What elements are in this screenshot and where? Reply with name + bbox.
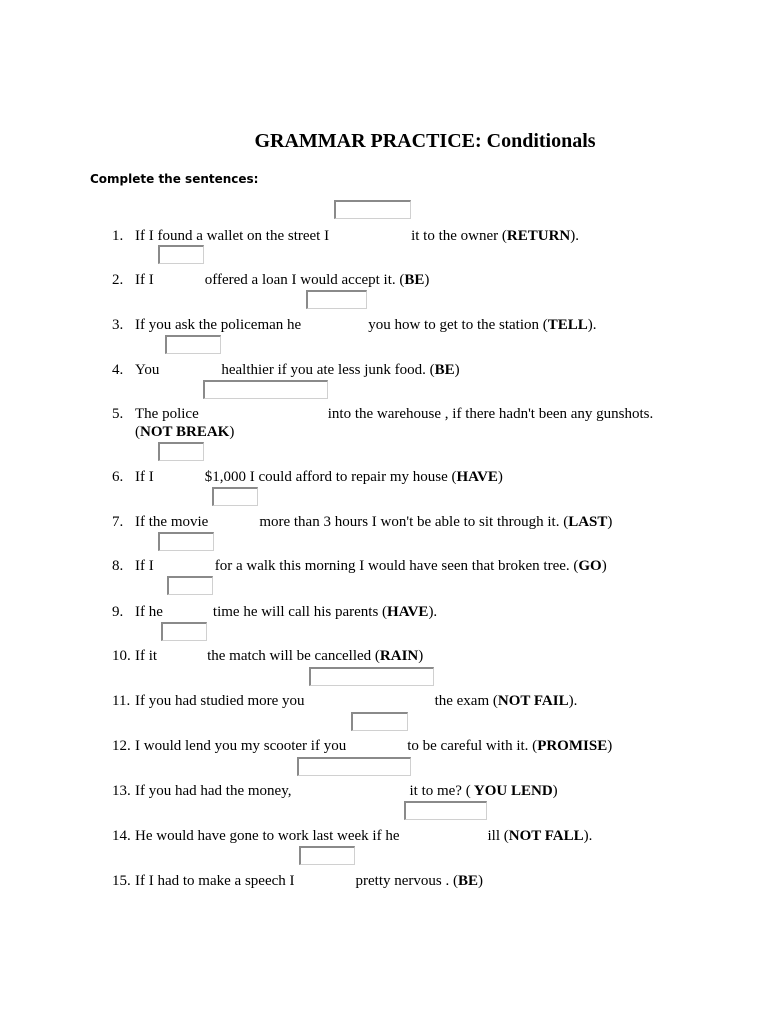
instructions: Complete the sentences:	[90, 172, 259, 186]
question-14: 14. He would have gone to work last week if he ill (NOT FALL).	[112, 828, 593, 844]
answer-input-5[interactable]	[203, 380, 328, 399]
question-12: 12. I would lend you my scooter if you to be careful with it. (PROMISE)	[112, 738, 613, 754]
answer-input-11[interactable]	[309, 667, 434, 686]
answer-input-9[interactable]	[167, 576, 213, 595]
answer-input-10[interactable]	[161, 622, 207, 641]
answer-input-13[interactable]	[297, 757, 411, 776]
question-2: 2. If I offered a loan I would accept it. (BE)	[112, 272, 430, 288]
answer-input-4[interactable]	[165, 335, 221, 354]
question-9: 9. If he time he will call his parents (HAVE).	[112, 604, 438, 620]
question-10: 10. If it the match will be cancelled (RAIN)	[112, 648, 424, 664]
answer-input-15[interactable]	[299, 846, 355, 865]
question-13: 13. If you had had the money, it to me? ( YOU LEND)	[112, 783, 558, 799]
question-1: 1. If I found a wallet on the street I it to the owner (RETURN).	[112, 228, 579, 244]
question-6: 6. If I $1,000 I could afford to repair my house (HAVE)	[112, 469, 503, 485]
answer-input-1[interactable]	[334, 200, 411, 219]
question-11: 11. If you had studied more you the exam (NOT FAIL).	[112, 693, 578, 709]
question-5-continued: (NOT BREAK)	[135, 424, 235, 440]
question-8: 8. If I for a walk this morning I would have seen that broken tree. (GO)	[112, 558, 607, 574]
answer-input-2[interactable]	[158, 245, 204, 264]
answer-input-6[interactable]	[158, 442, 204, 461]
answer-input-14[interactable]	[404, 801, 487, 820]
answer-input-7[interactable]	[212, 487, 258, 506]
question-7: 7. If the movie more than 3 hours I won't be able to sit through it. (LAST)	[112, 514, 613, 530]
answer-input-12[interactable]	[351, 712, 408, 731]
page-title: GRAMMAR PRACTICE: Conditionals	[254, 130, 596, 152]
answer-input-8[interactable]	[158, 532, 214, 551]
question-4: 4. You healthier if you ate less junk food. (BE)	[112, 362, 460, 378]
question-15: 15. If I had to make a speech I pretty nervous . (BE)	[112, 873, 484, 889]
question-3: 3. If you ask the policeman he you how to get to the station (TELL).	[112, 317, 597, 333]
question-5: 5. The police into the warehouse , if there hadn't been any gunshots.	[112, 406, 654, 422]
answer-input-3[interactable]	[306, 290, 367, 309]
